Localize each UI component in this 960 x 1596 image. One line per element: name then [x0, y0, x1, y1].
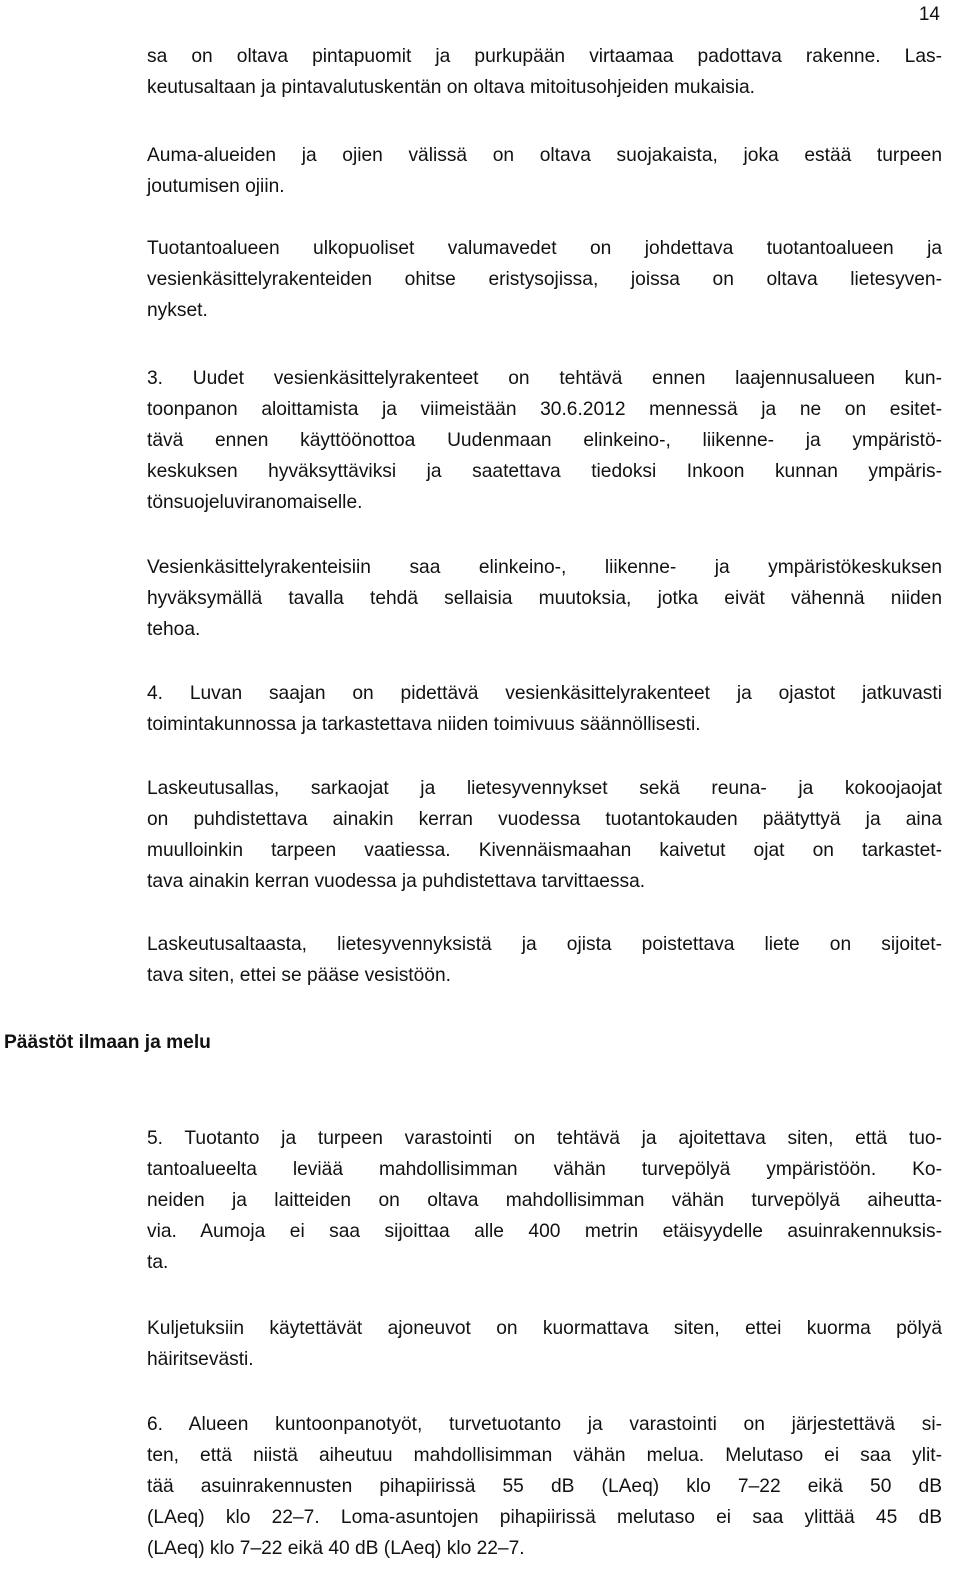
text-line: joutumisen ojiin.	[147, 176, 285, 197]
text-line: Laskeutusaltaasta, lietesyvennyksistä ja ojista poistettava liete on sijoitet-	[147, 934, 942, 955]
text-line: muulloinkin tarpeen vaatiessa. Kivennäismaahan kaivetut ojat on tarkastet-	[147, 840, 942, 861]
text-line: Laskeutusallas, sarkaojat ja lietesyvennykset sekä reuna- ja kokoojaojat	[147, 778, 942, 799]
text-line: tava ainakin kerran vuodessa ja puhdistettava tarvittaessa.	[147, 871, 646, 892]
text-line: keutusaltaan ja pintavalutuskentän on oltava mitoitusohjeiden mukaisia.	[147, 77, 755, 98]
text-line: Auma-alueiden ja ojien välissä on oltava suojakaista, joka estää turpeen	[147, 145, 942, 166]
text-line: tää asuinrakennusten pihapiirissä 55 dB (LAeq) klo 7–22 eikä 50 dB	[147, 1476, 942, 1497]
text-line: neiden ja laitteiden on oltava mahdollisimman vähän turvepölyä aiheutta-	[147, 1190, 942, 1211]
text-line: Vesienkäsittelyrakenteisiin saa elinkeino-, liikenne- ja ympäristökeskuksen	[147, 557, 942, 578]
text-line: keskuksen hyväksyttäviksi ja saatettava tiedoksi Inkoon kunnan ympäris-	[147, 461, 942, 482]
text-line: (LAeq) klo 7–22 eikä 40 dB (LAeq) klo 22–7.	[147, 1538, 525, 1559]
text-line: ten, että niistä aiheutuu mahdollisimman vähän melua. Melutaso ei saa ylit-	[147, 1445, 942, 1466]
text-line: 4. Luvan saajan on pidettävä vesienkäsittelyrakenteet ja ojastot jatkuvasti	[147, 683, 942, 704]
text-line: 3. Uudet vesienkäsittelyrakenteet on tehtävä ennen laajennusalueen kun-	[147, 368, 942, 389]
page-number: 14	[918, 4, 940, 25]
text-line: (LAeq) klo 22–7. Loma-asuntojen pihapiirissä melutaso ei saa ylittää 45 dB	[147, 1507, 942, 1528]
text-line: hyväksymällä tavalla tehdä sellaisia muutoksia, jotka eivät vähennä niiden	[147, 588, 942, 609]
text-line: toonpanon aloittamista ja viimeistään 30.6.2012 mennessä ja ne on esitet-	[147, 399, 942, 420]
text-line: vesienkäsittelyrakenteiden ohitse eristysojissa, joissa on oltava lietesyven-	[147, 269, 942, 290]
text-line: tehoa.	[147, 619, 201, 640]
text-line: nykset.	[147, 300, 208, 321]
text-line: tävä ennen käyttöönottoa Uudenmaan elinkeino-, liikenne- ja ympäristö-	[147, 430, 942, 451]
text-line: via. Aumoja ei saa sijoittaa alle 400 metrin etäisyydelle asuinrakennuksis-	[147, 1221, 942, 1242]
text-line: Kuljetuksiin käytettävät ajoneuvot on kuormattava siten, ettei kuorma pölyä	[147, 1318, 942, 1339]
text-line: ta.	[147, 1252, 169, 1273]
text-line: sa on oltava pintapuomit ja purkupään virtaamaa padottava rakenne. Las-	[147, 46, 942, 67]
text-line: häiritsevästi.	[147, 1349, 254, 1370]
text-line: tönsuojeluviranomaiselle.	[147, 492, 363, 513]
text-line: on puhdistettava ainakin kerran vuodessa tuotantokauden päätyttyä ja aina	[147, 809, 942, 830]
text-line: 5. Tuotanto ja turpeen varastointi on tehtävä ja ajoitettava siten, että tuo-	[147, 1128, 942, 1149]
text-line: 6. Alueen kuntoonpanotyöt, turvetuotanto ja varastointi on järjestettävä si-	[147, 1414, 942, 1435]
text-line: Tuotantoalueen ulkopuoliset valumavedet on johdettava tuotantoalueen ja	[147, 238, 942, 259]
text-line: tantoalueelta leviää mahdollisimman vähän turvepölyä ympäristöön. Ko-	[147, 1159, 942, 1180]
text-line: tava siten, ettei se pääse vesistöön.	[147, 965, 451, 986]
text-line: toimintakunnossa ja tarkastettava niiden toimivuus säännöllisesti.	[147, 714, 701, 735]
section-heading-emissions: Päästöt ilmaan ja melu	[4, 1032, 211, 1053]
